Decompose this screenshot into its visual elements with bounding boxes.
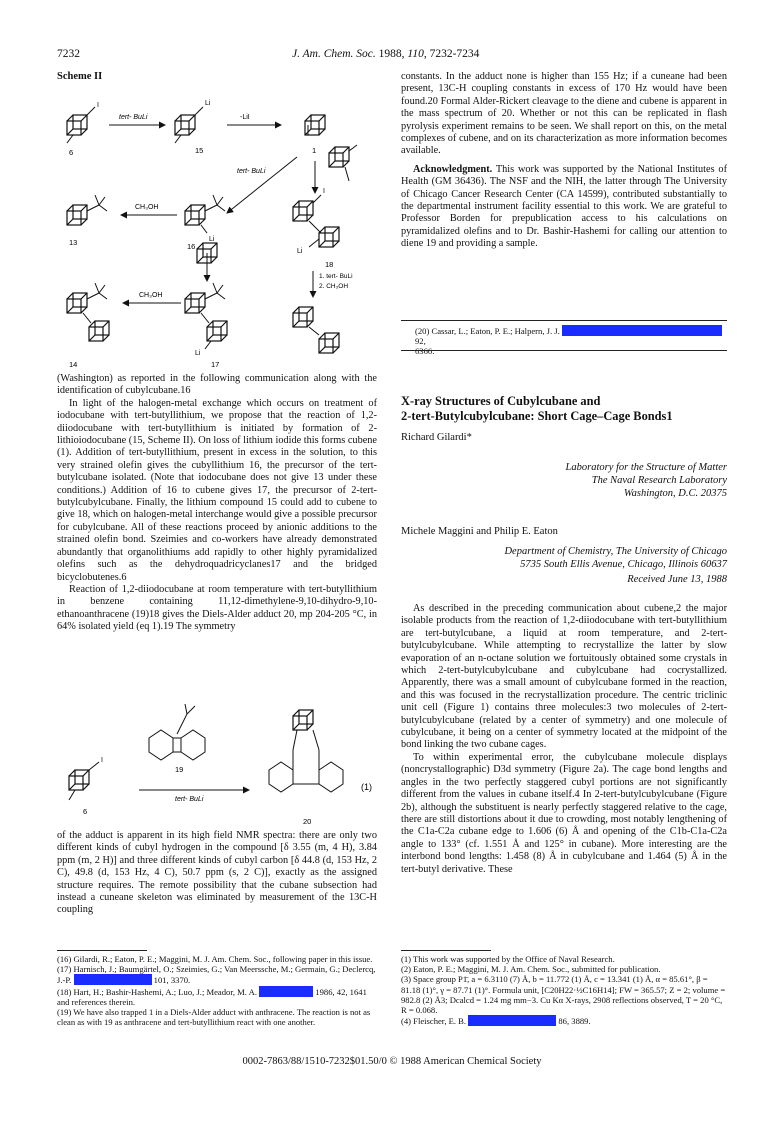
compound-1-cubene bbox=[305, 115, 325, 135]
compound-6 bbox=[67, 107, 95, 143]
reagent-tbuli: tert- BuLi bbox=[119, 114, 148, 121]
footnotes-right bbox=[401, 954, 727, 1026]
redaction bbox=[74, 974, 152, 985]
label-1: 1 bbox=[312, 146, 317, 155]
arrow bbox=[227, 157, 297, 213]
equation-number: (1) bbox=[361, 782, 372, 792]
left-column-body bbox=[57, 373, 377, 634]
lithium-label: Li bbox=[209, 236, 215, 243]
redaction bbox=[562, 325, 722, 336]
paragraph: Reaction of 1,2-diiodocubane at room temperature with tert-butyllithium in benzene containing 11,12-dimethylene-9,10-dihydro-9,10-ethanoanthracene (19)18 gives the Diels-Alder adduct 20, mp 204-205 °C, in 64% isolated yield (eq 1).19 The symmetry bbox=[57, 583, 377, 633]
eq-label-20: 20 bbox=[303, 817, 312, 826]
section-divider bbox=[401, 350, 727, 351]
right-column-body bbox=[401, 603, 727, 876]
right-column-top bbox=[401, 71, 727, 251]
paragraph: of the adduct is apparent in its high field NMR spectra: there are only two different kinds of cubyl hydrogen in the compound [δ 3.55 (m, 4 H), 3.84 ppm (m, 2 H)] and three different kinds of cubyl carbon [δ 44.8 (d, 153 Hz, 2 C), 49.8 (d, 153 Hz, 4 C), 50.7 ppm (s, 2 C)], exactly as the assigned structure requires. The remote possibility that the cubane subsection had instead a cuneane skeleton was eliminated by measurement of the 13C-H coupling bbox=[57, 830, 377, 916]
equation-1-diagram bbox=[57, 700, 387, 828]
paragraph: constants. In the adduct none is higher than 155 Hz; if a cuneane had been present, 13C-H coupling constants in excess of 170 Hz would have been found.20 Formal Alder-Rickert cleavage to the diene and cubene is apparent in the mass spectrum of 20. Whether or not this can be replicated in flash pyrolysis experiment remains to be seen. We shall report on this, on the metal complexes of cubene, and on its characterization as more information becomes available. bbox=[401, 71, 727, 157]
step-1: 1. tert- BuLi bbox=[319, 273, 353, 280]
iodine-label: I bbox=[97, 102, 99, 109]
reagent-ch3oh: CH₃OH bbox=[135, 204, 159, 211]
compound-cubylcubane bbox=[293, 307, 339, 353]
compound-18 bbox=[293, 195, 339, 247]
scheme-ii-diagram bbox=[57, 85, 397, 370]
journal-year: 1988 bbox=[378, 48, 402, 60]
author-maggini-eaton: Michele Maggini and Philip E. Eaton bbox=[401, 526, 558, 537]
footnote-2: (2) Eaton, P. E.; Maggini, M. J. Am. Chem. Soc., submitted for publication. bbox=[401, 964, 661, 975]
compound-15 bbox=[175, 107, 203, 143]
scheme-title: Scheme II bbox=[57, 71, 103, 82]
footnote-17: (17) Harnisch, J.; Baumgärtel, O.; Szeimies, G.; Van Meerssche, M.; Germain, G.; Declercq, J.-P. 101, 3370. bbox=[57, 964, 376, 986]
left-column-continued bbox=[57, 830, 377, 917]
author-gilardi: Richard Gilardi* bbox=[401, 432, 472, 443]
lithium-label: Li bbox=[195, 350, 201, 357]
eq-reagent: tert- BuLi bbox=[175, 796, 204, 803]
compound-lithio-iodo-dimer bbox=[329, 145, 357, 181]
journal-name: J. Am. Chem. Soc. bbox=[292, 48, 376, 60]
iodine-label: I bbox=[101, 757, 103, 764]
footnote-rule bbox=[401, 950, 491, 951]
running-header: J. Am. Chem. Soc. 1988, 110, 7232-7234 bbox=[292, 48, 480, 60]
redaction bbox=[468, 1015, 556, 1026]
compound-13 bbox=[67, 195, 107, 225]
label-13: 13 bbox=[69, 238, 78, 247]
footnote-4: (4) Fleischer, E. B. 86, 3889. bbox=[401, 1016, 591, 1027]
footnote-20: (20) Cassar, L.; Eaton, P. E.; Halpern, J. J. 92, 6366. bbox=[415, 325, 727, 357]
label-6: 6 bbox=[69, 148, 74, 157]
page-number: 7232 bbox=[57, 48, 80, 60]
paragraph: As described in the preceding communication about cubene,2 the major isolable products from the reaction of 1,2-diiodocubane with tert-butyllithium are tert-butylcubane, a liquid at room temperature, and 2-tert-butylcubylcubane. While attempting to recrystallize the latter by slow evaporation of an n-octane solution we fortuitously obtained some crystals in which 2-tert-butylcubylcubane and cubylcubane had cocrystallized. Apparently, there was a small amount of cubylcubane formed in the reaction, and this was focused in the recrystallization procedure. The centric triclinic unit cell (Figure 1) contains three molecules:3 two molecules of 2-tert-butylcubylcubane (related by a center of symmetry) and one molecule of cubylcubane, it being on a center of symmetry located at the midpoint of the bond linking the two cubane cages. bbox=[401, 603, 727, 751]
compound-20-adduct bbox=[269, 710, 343, 792]
label-14: 14 bbox=[69, 360, 78, 369]
affiliation-chicago: Department of Chemistry, The University of Chicago 5735 South Ellis Avenue, Chicago, Illinois 60637 Received June 13, 1988 bbox=[504, 546, 727, 585]
reagent-minus-lii: -LiI bbox=[240, 114, 250, 121]
footnote-3: (3) Space group P1̄, a = 6.3110 (7) Å, b = 11.772 (1) Å, c = 13.341 (1) Å, α = 85.61°, β = 81.18 (1)°, γ = 87.71 (1)°. Formula unit, [C20H22·½C16H14]; FW = 365.57; Z = 2; volume = 982.8 (2) Å3; Dcalcd = 1.24 mg mm−3. Cu Kα X-rays, 2908 reflections observed, T = 20 °C, R = 0.068. bbox=[401, 974, 726, 1016]
compound-17 bbox=[185, 283, 227, 349]
reagent-ch3oh-2: CH₃OH bbox=[139, 292, 163, 299]
footnote-16: (16) Gilardi, R.; Eaton, P. E.; Maggini, M. J. Am. Chem. Soc., following paper in this issue. bbox=[57, 954, 373, 964]
footnotes-left bbox=[57, 954, 377, 1027]
reagent-tbuli-2: tert- BuLi bbox=[237, 168, 266, 175]
lithium-label: Li bbox=[297, 248, 303, 255]
eq-label-6: 6 bbox=[83, 807, 88, 816]
affiliation-nrl: Laboratory for the Structure of Matter The Naval Research Laboratory Washington, D.C. 20375 bbox=[565, 462, 727, 499]
redaction bbox=[259, 986, 313, 997]
footnote-rule bbox=[57, 950, 147, 951]
eq-label-19: 19 bbox=[175, 765, 184, 774]
compound-16 bbox=[185, 195, 225, 233]
lithium-label: Li bbox=[205, 100, 211, 107]
compound-6-diiodocubane bbox=[69, 762, 99, 800]
footnote-rule bbox=[401, 320, 727, 321]
journal-pages: , 7232-7234 bbox=[423, 48, 480, 60]
paragraph: To within experimental error, the cubylcubane molecule displays (noncrystallographic) D3d symmetry (Figure 2a). The cage bond lengths and angles in the two perfectly staggered cubyl portions are not significantly different from the values in cubane itself.4 In 2-tert-butylcubylcubane (Figure 2b), although the substituent is nearly perfectly staggered relative to the cage, there are still distortions about it due to crowding, most notably lengthening of the C1a-C2a cubane edge to 1.606 (6) Å and opening of the C1b-C1a-C2a angle to 133° (cf. 1.551 Å and 125° in cubane). More interesting are the interbond bond lengths: 1.458 (8) Å in cubylcubane and 1.464 (5) Å in the tert-butyl derivative. These bbox=[401, 751, 727, 875]
article-title: X-ray Structures of Cubylcubane and 2-tert-Butylcubylcubane: Short Cage–Cage Bonds1 bbox=[401, 394, 673, 423]
label-18: 18 bbox=[325, 260, 334, 269]
paragraph: (Washington) as reported in the following communication along with the identification of cubylcubane.16 bbox=[57, 373, 377, 397]
footnote-19: (19) We have also trapped 1 in a Diels-Alder adduct with anthracene. The reaction is not as clean as with 19 as anthracene and tert-butyllithium react with one another. bbox=[57, 1007, 371, 1028]
page-footer: 0002-7863/88/1510-7232$01.50/0 © 1988 American Chemical Society bbox=[242, 1056, 542, 1067]
acknowledgment-label: Acknowledgment. bbox=[413, 163, 493, 175]
compound-19-diene bbox=[149, 704, 205, 760]
compound-14 bbox=[67, 283, 109, 341]
label-15: 15 bbox=[195, 146, 204, 155]
iodine-label: I bbox=[323, 188, 325, 195]
footnote-1: (1) This work was supported by the Office of Naval Research. bbox=[401, 954, 615, 964]
label-16: 16 bbox=[187, 242, 196, 251]
step-2: 2. CH₃OH bbox=[319, 283, 349, 290]
label-17: 17 bbox=[211, 360, 220, 369]
acknowledgment: Acknowledgment. This work was supported by the National Institutes of Health (GM 36436). The NSF and the NIH, the latter through The University of Chicago Cancer Research Center (CA 14599), contributed substantially to the departmental instrument facility essential to this work. We are grateful to Professor Borden for prepublication access to his calculations on pyramidalized olefins and to Dr. Bashir-Hashemi for calling our attention to diene 19 and providing a sample. bbox=[401, 163, 727, 250]
footnote-18: (18) Hart, H.; Bashir-Hashemi, A.; Luo, J.; Meador, M. A. 1986, 42, 1641 and references therein. bbox=[57, 986, 367, 1007]
journal-volume: 110 bbox=[407, 48, 424, 60]
paragraph: In light of the halogen-metal exchange which occurs on treatment of iodocubane with tert-butyllithium, we propose that the reaction of 1,2-diiodocubane with tert-butyllithium is initiated by formation of 2-lithioiodocubane (15, Scheme II). On loss of lithium iodide this forms cubene (1). Addition of tert-butyllithium, present in excess in the solution, to this very strained olefin gives the cubyllithium 16, the precursor of the tert-butylcubane isolated. (Note that iodocubane does not give 13 under these conditions.) Addition of 16 to cubene gives 17, the precursor of 2-tert-butylcubylcubane. Finally, the lithium compound 15 could add to cubene to give 18, which on halogen-metal interchange would give a possible precursor for cubylcubane. All of these reactions proceed by anionic additions to the strained olefin bond. Szeimies and co-workers have already demonstrated abundantly that organolithiums add rapidly to other highly pyramidalized olefins such as the dehydroquadricyclanes17 and the bridged bicyclobutenes.6 bbox=[57, 397, 378, 583]
